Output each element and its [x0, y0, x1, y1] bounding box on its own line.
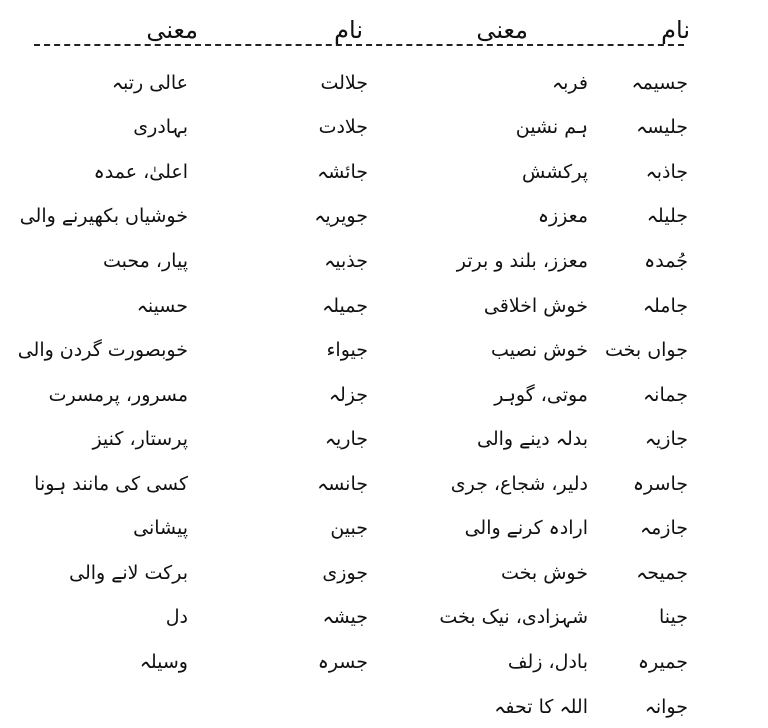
entry-meaning: کسی کی مانند ہونا: [34, 473, 188, 495]
header-meaning-right: معنی: [476, 16, 528, 44]
entry-name: جائشہ: [317, 161, 368, 183]
entry-meaning: شہزادی، نیک بخت: [439, 606, 588, 628]
entry-name: جیواء: [326, 339, 368, 361]
entry-meaning: معززہ: [537, 205, 588, 227]
entry-name: جُمدہ: [644, 250, 688, 272]
entry-name: جسیمہ: [631, 72, 688, 94]
entry-name: جمیحہ: [636, 562, 688, 584]
entry-name: جینا: [658, 606, 688, 628]
entry-name: جیشہ: [322, 606, 368, 628]
entry-name: جویریہ: [314, 205, 368, 227]
entry-name: جوانہ: [644, 696, 688, 718]
entry-meaning: موتی، گوہر: [494, 384, 588, 406]
entry-meaning: برکت لانے والی: [69, 562, 188, 584]
entry-meaning: پیشانی: [133, 517, 188, 539]
entry-meaning: بادل، زلف: [507, 651, 588, 673]
entry-meaning: خوبصورت گردن والی: [17, 339, 188, 361]
entry-name: جوزی: [322, 562, 368, 584]
entry-name: جاملہ: [642, 295, 688, 317]
entry-name: جمانہ: [643, 384, 688, 406]
entry-meaning: خوش بخت: [500, 562, 588, 584]
entry-name: جانسہ: [317, 473, 368, 495]
entry-name: جزلہ: [328, 384, 368, 406]
entry-meaning: اللہ کا تحفہ: [494, 696, 588, 718]
entry-meaning: خوش اخلاقی: [483, 295, 588, 317]
entry-name: جاریہ: [324, 428, 368, 450]
entry-meaning: دل: [165, 606, 188, 628]
entry-name: جازمہ: [639, 517, 688, 539]
entry-meaning: مسرور، پرمسرت: [48, 384, 188, 406]
entry-name: جلیسہ: [636, 116, 688, 138]
entry-name: جاذبہ: [645, 161, 688, 183]
entry-meaning: ہم نشین: [515, 116, 588, 138]
entry-name: جازیہ: [644, 428, 688, 450]
entry-name: جلالت: [320, 72, 368, 94]
entry-meaning: فربہ: [552, 72, 588, 94]
entry-name: جلیلہ: [646, 205, 688, 227]
entry-name: جمیرہ: [637, 651, 688, 673]
entry-meaning: حسینہ: [136, 295, 188, 317]
entry-name: جواں بخت: [604, 339, 688, 361]
entry-name: جبین: [330, 517, 368, 539]
header-meaning-left: معنی: [146, 16, 198, 44]
entry-meaning: پرستار، کنیز: [92, 428, 188, 450]
entry-meaning: خوش نصیب: [491, 339, 588, 361]
header-name-left: نام: [334, 16, 363, 44]
header-name-right: نام: [661, 16, 690, 44]
entry-meaning: عالی رتبہ: [111, 72, 188, 94]
entry-meaning: وسیلہ: [139, 651, 188, 673]
entry-meaning: پیار، محبت: [103, 250, 188, 272]
entry-name: جمیلہ: [322, 295, 368, 317]
entry-meaning: بدلہ دینے والی: [477, 428, 588, 450]
entry-meaning: ارادہ کرنے والی: [464, 517, 588, 539]
entry-name: جسرہ: [317, 651, 368, 673]
entry-meaning: بہادری: [133, 116, 188, 138]
entry-name: جذبیہ: [324, 250, 368, 272]
header-dashed-divider: [34, 44, 684, 46]
entry-name: جلادت: [318, 116, 368, 138]
entry-meaning: پرکشش: [522, 161, 588, 183]
entry-meaning: معزز، بلند و برتر: [456, 250, 588, 272]
entry-meaning: اعلیٰ، عمدہ: [93, 161, 188, 183]
entry-name: جاسرہ: [632, 473, 688, 495]
entry-meaning: خوشیاں بکھیرنے والی: [19, 205, 188, 227]
entry-meaning: دلیر، شجاع، جری: [450, 473, 588, 495]
